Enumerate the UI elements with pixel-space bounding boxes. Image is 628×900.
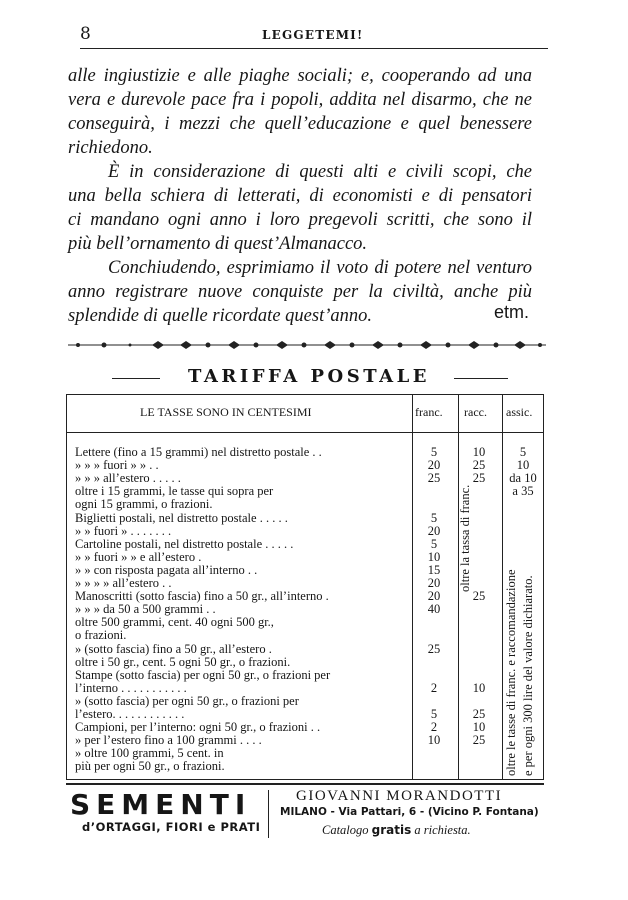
ad-top-rule: [66, 783, 544, 785]
ad-catalog-pre: Catalogo: [322, 823, 369, 837]
assic-cell: 10: [516, 458, 530, 473]
franc-cell: 5: [430, 536, 438, 551]
table-row: » » fuori » » e all’estero .: [75, 549, 202, 564]
franc-cell: 25: [427, 471, 441, 486]
body-line: conseguirà, i mezzi che quell’educazione e quel benessere: [68, 114, 532, 134]
ornament-divider: [68, 338, 546, 352]
table-row: oltre i 15 grammi, le tasse qui sopra per: [75, 484, 274, 499]
franc-cell: 5: [430, 510, 438, 525]
table-row: oltre 500 grammi, cent. 40 ogni 500 gr.,: [75, 615, 274, 630]
title-rule-left: [112, 378, 160, 379]
header-divider: [66, 432, 544, 433]
body-line: richiedono.: [68, 138, 153, 158]
ad-address: MILANO - Via Pattari, 6 - (Vicino P. Fontana): [280, 806, 539, 818]
table-row: Biglietti postali, nel distretto postale . . . . .: [75, 510, 288, 525]
body-line: È in considerazione di questi alti e civili scopi, che: [108, 162, 532, 182]
racc-cell: 25: [472, 471, 486, 486]
racc-cell: 10: [472, 680, 486, 695]
franc-cell: 20: [427, 458, 441, 473]
racc-cell: 10: [472, 445, 486, 459]
racc-cell: 25: [472, 458, 486, 473]
franc-cell: 40: [427, 602, 441, 617]
ad-divider: [268, 790, 269, 838]
table-title: TARIFFA POSTALE: [188, 366, 430, 387]
column-divider: [502, 394, 503, 780]
table-row: Stampe (sotto fascia) per ogni 50 gr., o frazioni per: [75, 667, 331, 682]
assic-cell: da 10: [509, 471, 537, 486]
franc-cell: 10: [427, 733, 441, 748]
racc-cell: 25: [472, 733, 486, 748]
franc-cell: 20: [427, 589, 441, 604]
franc-cell: 2: [430, 680, 438, 695]
body-line: ci mandano ogni anno i loro pregevoli scritti, che sono il: [68, 210, 532, 230]
table-row: » (sotto fascia) fino a 50 gr., all’estero .: [75, 641, 272, 656]
assic-vertical-note-1: oltre le tasse di franc. e raccomandazione: [504, 569, 518, 776]
body-line: vera e durevole pace fra i popoli, addita nel disarmo, che ne: [68, 90, 532, 110]
table-row: » » » fuori » » . .: [75, 458, 159, 473]
ad-subline: d’ORTAGGI, FIORI e PRATI: [82, 820, 261, 834]
body-line: anno registrare nuove conquiste per la civiltà, anche più: [68, 282, 532, 302]
table-row: ogni 15 grammi, o frazioni.: [75, 497, 213, 512]
ad-catalog-post: a richiesta.: [414, 823, 471, 837]
column-header-description: LE TASSE SONO IN CENTESIMI: [140, 405, 312, 419]
racc-cell: 25: [472, 707, 486, 721]
table-row: Lettere (fino a 15 grammi) nel distretto postale . .: [75, 445, 322, 459]
table-row: Manoscritti (sotto fascia) fino a 50 gr., all’interno .: [75, 589, 329, 604]
table-row: » » con risposta pagata all’interno . .: [75, 562, 258, 577]
body-line: più bell’ornamento di quest’Almanacco.: [68, 234, 368, 254]
table-row: Cartoline postali, nel distretto postale . . . . .: [75, 536, 294, 551]
ad-catalog: [322, 823, 471, 838]
table-row: oltre i 50 gr., cent. 5 ogni 50 gr., o frazioni.: [75, 654, 291, 669]
body-line: alle ingiustizie e alle piaghe sociali; e, cooperando ad una: [68, 66, 532, 86]
franc-cell: 15: [427, 562, 441, 577]
header-rule: [80, 48, 548, 49]
ad-company-name: GIOVANNI MORANDOTTI: [296, 788, 503, 804]
table-row: l’estero. . . . . . . . . . . .: [75, 707, 185, 721]
ad-catalog-bold: gratis: [371, 823, 412, 837]
table-row: » (sotto fascia) per ogni 50 gr., o frazioni per: [75, 693, 299, 708]
racc-cell: 10: [472, 720, 486, 735]
table-row: Campioni, per l’interno: ogni 50 gr., o frazioni . .: [75, 720, 321, 735]
table-row: » » » da 50 a 500 grammi . .: [75, 602, 216, 617]
franc-cell: 10: [427, 549, 441, 564]
ad-headline: SEMENTI: [70, 788, 252, 821]
column-header-franc: franc.: [415, 405, 443, 419]
franc-cell: 5: [430, 445, 438, 459]
assic-cell: a 35: [512, 484, 534, 499]
running-head: LEGGETEMI!: [262, 28, 364, 42]
body-line: Conchiudendo, esprimiamo il voto di potere nel venturo: [108, 258, 532, 278]
table-row: » » » » all’estero . .: [75, 576, 172, 590]
table-row: » » fuori » . . . . . . .: [75, 523, 172, 538]
franc-cell: 20: [427, 576, 441, 590]
franc-cell: 5: [430, 707, 438, 721]
page-number: 8: [80, 24, 91, 44]
assic-vertical-note-2: e per ogni 300 lire del valore dichiarato.: [521, 575, 535, 776]
title-rule-right: [454, 378, 508, 379]
column-header-racc: racc.: [464, 405, 487, 419]
racc-cell: 25: [472, 589, 486, 604]
column-header-assic: assic.: [506, 405, 533, 419]
table-row: » oltre 100 grammi, 5 cent. in: [75, 746, 224, 761]
signature: etm.: [494, 302, 530, 322]
table-row: » per l’estero fino a 100 grammi . . . .: [75, 733, 262, 748]
body-line: una bella schiera di letterati, di economisti e di pensatori: [68, 186, 532, 206]
table-row: più per ogni 50 gr., o frazioni.: [75, 759, 225, 774]
table-row: o frazioni.: [75, 628, 127, 643]
table-row: » » » all’estero . . . . .: [75, 471, 181, 486]
franc-cell: 20: [427, 523, 441, 538]
franc-cell: 25: [427, 641, 441, 656]
franc-cell: 2: [430, 720, 438, 735]
franc-vertical-note: oltre la tassa di franc.: [458, 484, 472, 592]
assic-cell: 5: [519, 445, 527, 459]
table-row: l’interno . . . . . . . . . . .: [75, 680, 187, 695]
column-divider: [412, 394, 413, 780]
body-line: splendide di quelle ricordate quest’anno.: [68, 306, 372, 326]
